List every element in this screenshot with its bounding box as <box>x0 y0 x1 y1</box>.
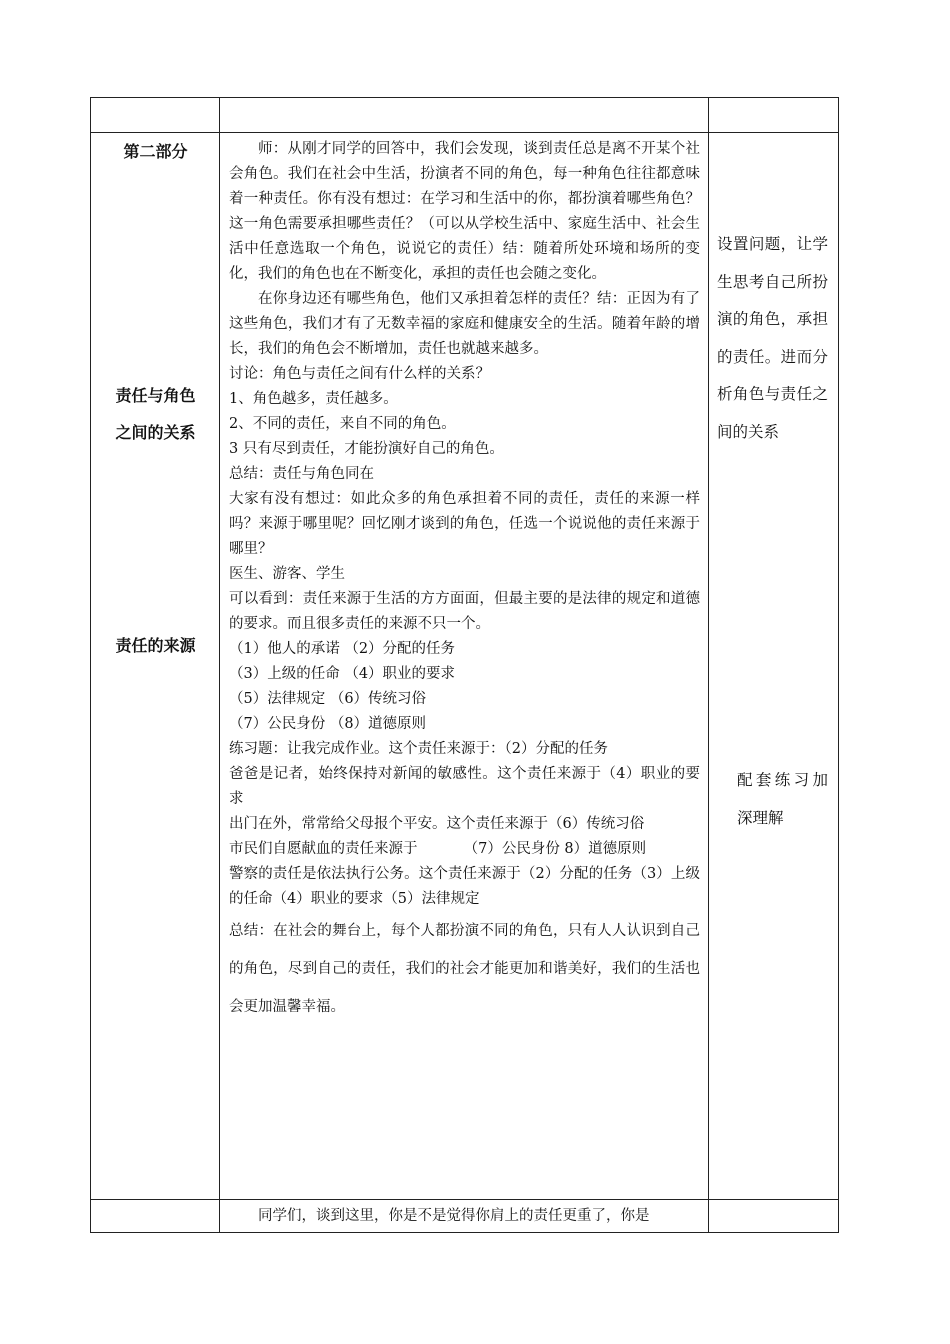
paragraph: 在你身边还有哪些角色，他们又承担着怎样的责任？结：正因为有了这些角色，我们才有了无数幸福的家庭和健康安全的生活。随着年龄的增长，我们的角色会不断增加，责任也就越来越多。 <box>229 291 700 357</box>
empty-cell <box>91 1200 220 1233</box>
paragraph: 总结：责任与角色同在 <box>229 466 374 482</box>
teaching-content-cell <box>220 133 709 1200</box>
exercise: 练习题：让我完成作业。这个责任来源于：（2）分配的任务 <box>229 741 608 757</box>
paragraph: 师：从刚才同学的回答中，我们会发现，谈到责任总是离不开某个社会角色。我们在社会中生活，扮演者不同的角色，每一种角色往往都意味着一种责任。你有没有想过：在学习和生活中的你，都扮演着哪些角色？这一角色需要承担哪些责任？（可以从学校生活中、家庭生活中、社会生活中任意选取一个角色，说说它的责任）结：随着所处环境和场所的变化，我们的角色也在不断变化，承担的责任也会随之变化。 <box>229 141 700 282</box>
paragraph: 可以看到：责任来源于生活的方方面面，但最主要的是法律的规定和道德的要求。而且很多责任的来源不只一个。 <box>229 591 700 632</box>
design-note-1: 设置问题，让学生思考自己所扮演的角色，承担的责任。进而分析角色与责任之间的关系 <box>717 235 828 441</box>
paragraph: 讨论：角色与责任之间有什么样的关系？ <box>229 366 490 382</box>
empty-cell <box>709 98 839 133</box>
design-intent-cell <box>709 133 839 1200</box>
exercise: 警察的责任是依法执行公务。这个责任来源于（2）分配的任务（3）上级的任命（4）职业的要求（5）法律规定 <box>229 866 700 907</box>
empty-cell <box>91 98 220 133</box>
paragraph: 3 只有尽到责任，才能扮演好自己的角色。 <box>229 441 504 457</box>
list-item: （3）上级的任命 （4）职业的要求 <box>229 666 456 682</box>
empty-cell <box>220 98 709 133</box>
paragraph: 2、不同的责任，来自不同的角色。 <box>229 416 456 432</box>
continuation-cell <box>220 1200 709 1233</box>
list-item: （7）公民身份 （8）道德原则 <box>229 716 427 732</box>
section-title-cell <box>91 133 220 1200</box>
paragraph: 1、角色越多，责任越多。 <box>229 391 398 407</box>
list-item: （1）他人的承诺 （2）分配的任务 <box>229 641 456 657</box>
teaching-content <box>220 133 708 1026</box>
continuation-row <box>91 1200 839 1233</box>
section-title-source: 责任的来源 <box>115 636 196 655</box>
list-item: （5）法律规定 （6）传统习俗 <box>229 691 427 707</box>
paragraph: 医生、游客、学生 <box>229 566 345 582</box>
part-title: 第二部分 <box>123 142 188 161</box>
empty-cell <box>709 1200 839 1233</box>
exercise: 爸爸是记者，始终保持对新闻的敏感性。这个责任来源于（4）职业的要求 <box>229 766 700 807</box>
section-title-role-1: 责任与角色 <box>115 386 196 405</box>
lesson-plan-table <box>90 97 839 1233</box>
summary: 总结：在社会的舞台上，每个人都扮演不同的角色，只有人人认识到自己的角色，尽到自己的责任，我们的社会才能更加和谐美好，我们的生活也会更加温馨幸福。 <box>229 923 700 1015</box>
continuation-text: 同学们，谈到这里，你是不是觉得你肩上的责任更重了，你是 <box>258 1208 650 1224</box>
exercise: 出门在外，常常给父母报个平安。这个责任来源于（6）传统习俗 <box>229 816 645 832</box>
header-row <box>91 98 839 133</box>
exercise: 市民们自愿献血的责任来源于 （7）公民身份 8）道德原则 <box>229 841 647 857</box>
content-row <box>91 133 839 1200</box>
design-note-2: 配套练习加深理解 <box>737 771 828 827</box>
paragraph: 大家有没有想过：如此众多的角色承担着不同的责任，责任的来源一样吗？来源于哪里呢？回忆刚才谈到的角色，任选一个说说他的责任来源于哪里？ <box>229 491 700 557</box>
section-title-role-2: 之间的关系 <box>115 423 196 442</box>
